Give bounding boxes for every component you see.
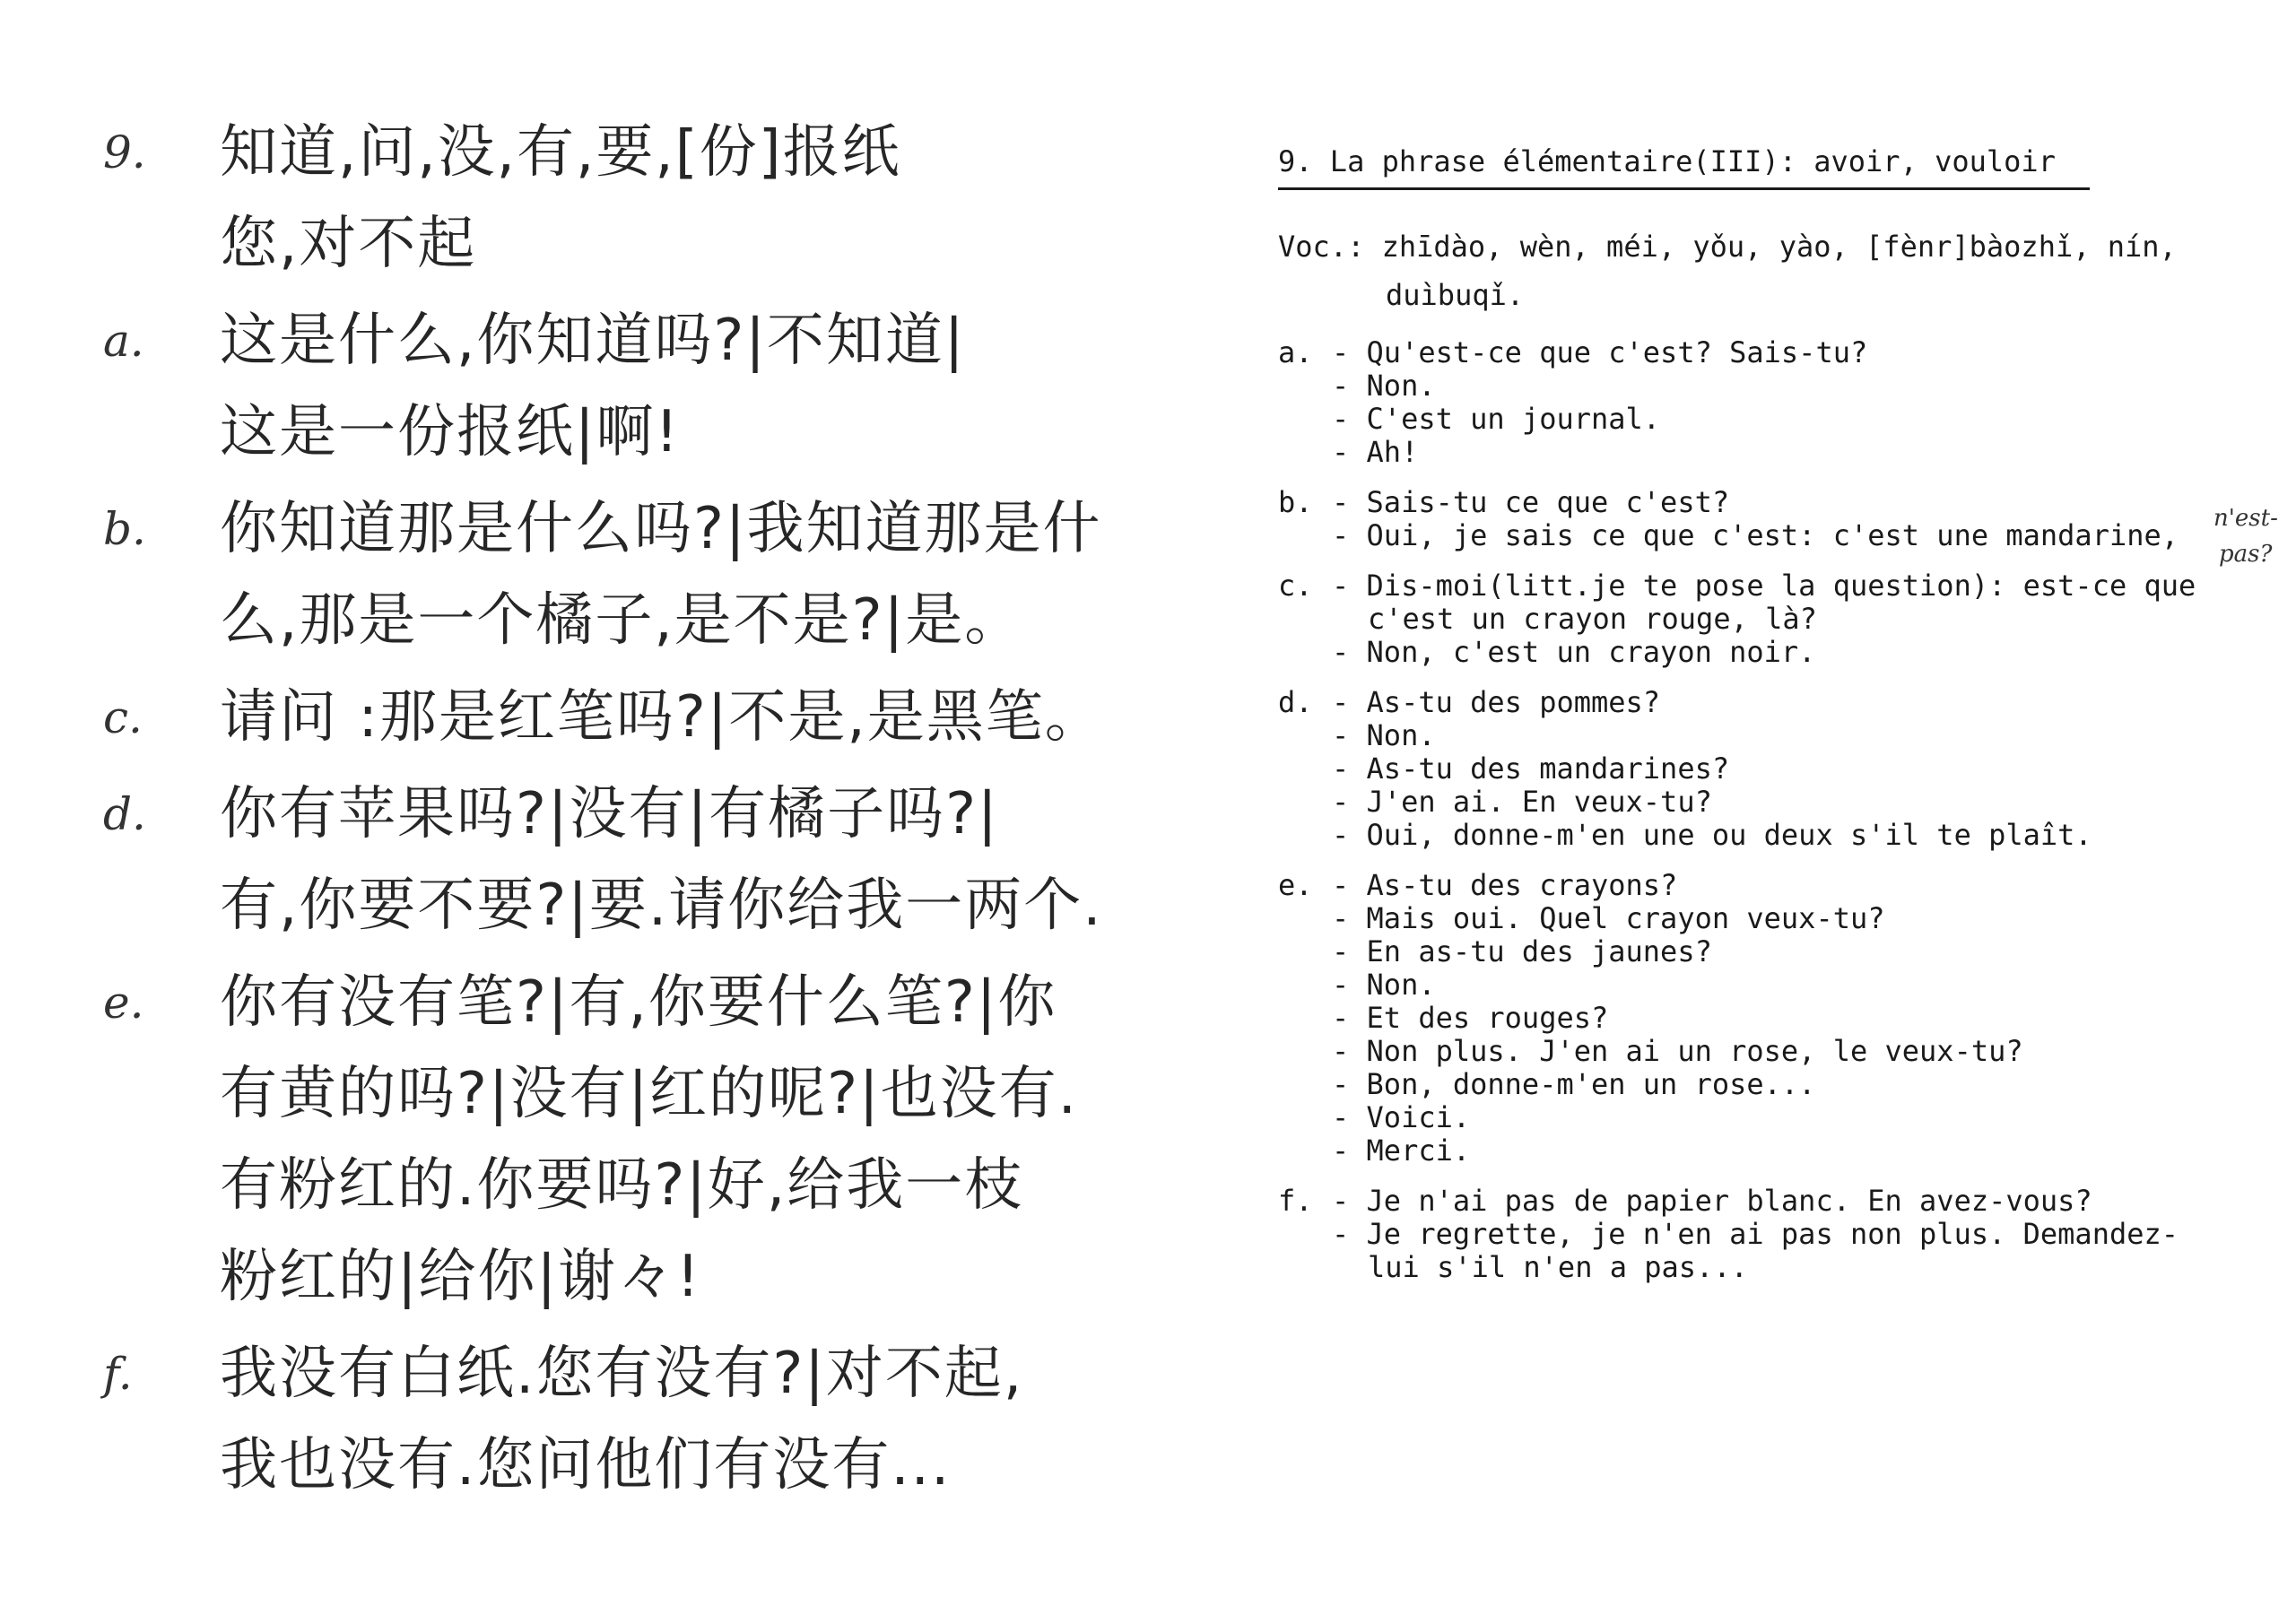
chinese-text-line: 粉红的|给你|谢々! bbox=[220, 1244, 701, 1310]
chinese-text-line: 有,你要不要?|要.请你给我一两个. bbox=[220, 873, 1103, 939]
item-marker: c. bbox=[103, 691, 143, 743]
dialogue-line: - As-tu des crayons? bbox=[1332, 868, 1678, 902]
dialogue-section-fr bbox=[1278, 869, 2265, 1168]
dialogue-section-fr bbox=[1278, 486, 2265, 552]
dialogue-item-zh bbox=[103, 958, 1206, 1324]
item-marker: d. bbox=[103, 788, 146, 840]
dialogue-line: - Non, c'est un crayon noir. bbox=[1332, 635, 1816, 669]
dialogue-line: - Bon, donne-m'en un rose... bbox=[1332, 1067, 1816, 1101]
dialogue-line: - Voici. bbox=[1332, 1100, 1471, 1134]
dialogue-section-fr bbox=[1278, 1185, 2265, 1284]
dialogue-line: - Non. bbox=[1332, 968, 1436, 1002]
dialogue-item-zh bbox=[103, 673, 1206, 764]
dialogue-line: - As-tu des pommes? bbox=[1332, 685, 1661, 719]
dialogue-line: - Et des rouges? bbox=[1332, 1001, 1609, 1035]
section-marker: f. bbox=[1278, 1184, 1313, 1218]
chinese-handwritten-column bbox=[103, 108, 1206, 1517]
vocabulary-line-continued: duìbuqǐ. bbox=[1386, 278, 1525, 312]
margin-note-line: pas? bbox=[2219, 541, 2273, 568]
section-marker: d. bbox=[1278, 685, 1313, 719]
item-spacer bbox=[103, 1512, 1206, 1517]
handwritten-margin-note bbox=[2213, 500, 2278, 572]
dialogue-line: - Oui, je sais ce que c'est: c'est une mandarine, bbox=[1332, 518, 2179, 552]
dialogue-line: c'est un crayon rouge, là? bbox=[1368, 602, 1817, 636]
dialogue-item-zh bbox=[103, 296, 1206, 479]
dialogue-line: - As-tu des mandarines? bbox=[1332, 751, 1730, 786]
vocabulary-line: Voc.: zhīdào, wèn, méi, yǒu, yào, [fènr]bàozhǐ, nín, bbox=[1278, 230, 2177, 264]
dialogue-line: - Non plus. J'en ai un rose, le veux-tu? bbox=[1332, 1034, 2023, 1068]
dialogue-line: - Sais-tu ce que c'est? bbox=[1332, 485, 1730, 519]
item-marker: a. bbox=[103, 315, 144, 367]
dialogue-item-zh bbox=[103, 769, 1206, 952]
chinese-text-line: 这是什么,你知道吗?|不知道| bbox=[220, 308, 966, 374]
dialogue-line: - Mais oui. Quel crayon veux-tu? bbox=[1332, 901, 1885, 935]
chinese-text-line: 这是一份报纸|啊! bbox=[220, 399, 681, 465]
chinese-text-line: 你知道那是什么吗?|我知道那是什 bbox=[220, 496, 1102, 562]
section-marker: b. bbox=[1278, 485, 1313, 519]
chinese-text-line: 请问 :那是红笔吗?|不是,是黑笔。 bbox=[220, 684, 1104, 751]
item-marker: 9. bbox=[103, 126, 146, 178]
chinese-text-line: 知道,问,没,有,要,[份]报纸 bbox=[220, 119, 901, 186]
chinese-text-line: 有黄的吗?|没有|红的呢?|也没有. bbox=[220, 1061, 1078, 1127]
vocabulary-block bbox=[1278, 222, 2265, 319]
dialogue-line: - Je n'ai pas de papier blanc. En avez-vous? bbox=[1332, 1184, 2092, 1218]
section-marker: a. bbox=[1278, 335, 1313, 369]
item-marker: f. bbox=[103, 1348, 133, 1400]
dialogue-line: - En as-tu des jaunes? bbox=[1332, 934, 1712, 968]
section-marker: c. bbox=[1278, 569, 1313, 603]
dialogue-line: - Merci. bbox=[1332, 1133, 1471, 1168]
item-marker: e. bbox=[103, 977, 144, 1029]
dialogue-line: - Qu'est-ce que c'est? Sais-tu? bbox=[1332, 335, 1868, 369]
chinese-text-line: 您,对不起 bbox=[220, 211, 477, 277]
chinese-text-line: 我也没有.您问他们有没有... bbox=[220, 1432, 952, 1498]
dialogue-line: - Je regrette, je n'en ai pas non plus. Demandez- bbox=[1332, 1217, 2179, 1251]
dialogue-section-fr bbox=[1278, 336, 2265, 469]
french-typewritten-column bbox=[1278, 139, 2265, 1284]
item-marker: b. bbox=[103, 503, 146, 555]
dialogue-line: - Oui, donne-m'en une ou deux s'il te plaît. bbox=[1332, 818, 2092, 852]
title-underline bbox=[1278, 187, 2090, 190]
chinese-text-line: 我没有白纸.您有没有?|对不起, bbox=[220, 1341, 1024, 1407]
dialogue-line: - J'en ai. En veux-tu? bbox=[1332, 785, 1712, 819]
chinese-text-line: 你有没有笔?|有,你要什么笔?|你 bbox=[220, 969, 1057, 1036]
dialogue-item-zh bbox=[103, 484, 1206, 667]
chinese-text-line: 么,那是一个橘子,是不是?|是。 bbox=[220, 587, 1024, 654]
dialogue-section-fr bbox=[1278, 686, 2265, 852]
dialogue-line: - Non. bbox=[1332, 369, 1436, 403]
section-marker: e. bbox=[1278, 868, 1313, 902]
dialogue-section-fr bbox=[1278, 569, 2265, 669]
dialogue-line: - Non. bbox=[1332, 718, 1436, 752]
lesson-title: 9. La phrase élémentaire(III): avoir, vouloir bbox=[1278, 144, 2056, 178]
dialogue-line: - Ah! bbox=[1332, 435, 1419, 469]
dialogue-line: - C'est un journal. bbox=[1332, 402, 1661, 436]
chinese-text-line: 有粉红的.你要吗?|好,给我一枝 bbox=[220, 1152, 1024, 1219]
vocabulary-list bbox=[103, 108, 1206, 291]
dialogue-sections bbox=[1278, 336, 2265, 1284]
chinese-text-line: 你有苹果吗?|没有|有橘子吗?| bbox=[220, 781, 999, 847]
dialogue-item-zh bbox=[103, 1329, 1206, 1512]
dialogue-line: - Dis-moi(litt.je te pose la question): est-ce que bbox=[1332, 569, 2196, 603]
margin-note-line: n'est- bbox=[2213, 505, 2278, 532]
dialogue-line: lui s'il n'en a pas... bbox=[1368, 1250, 1748, 1284]
